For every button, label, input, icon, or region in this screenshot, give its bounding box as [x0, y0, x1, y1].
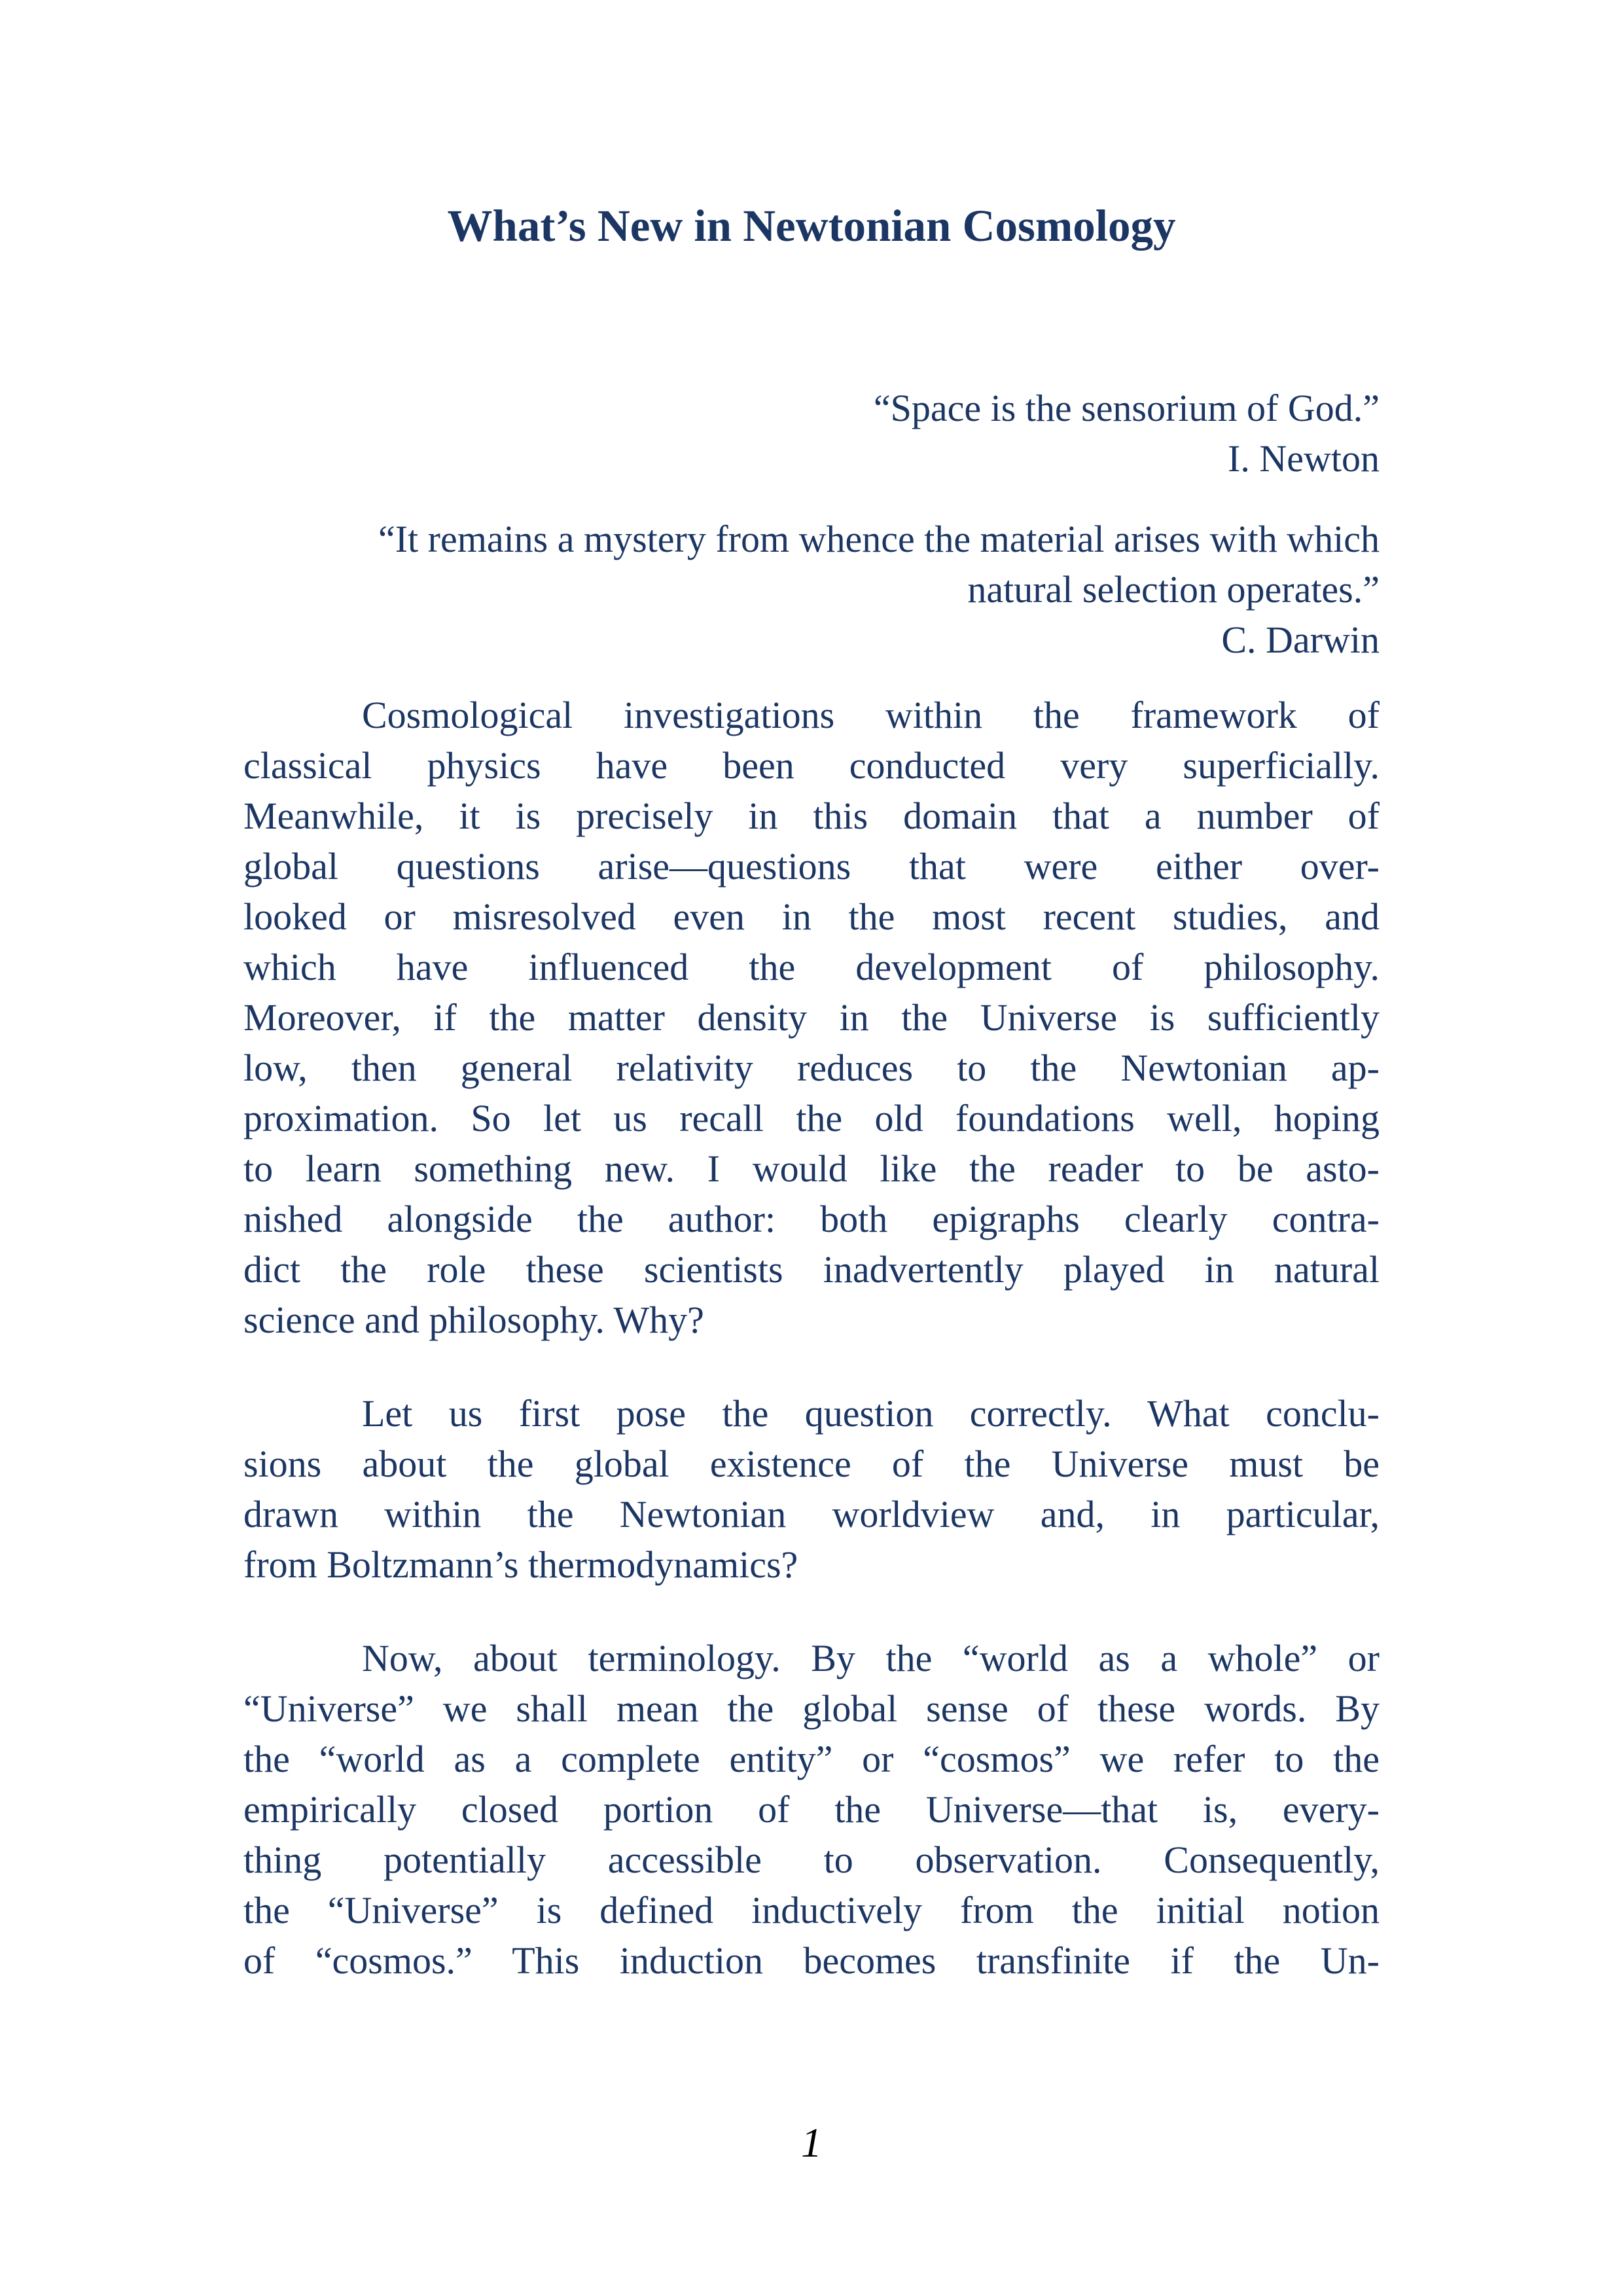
epigraph-line: C. Darwin: [1221, 619, 1380, 661]
text-line: sions about the global existence of the Universe must be: [243, 1443, 1380, 1485]
text-line: looked or misresolved even in the most recent studies, and: [243, 895, 1380, 938]
text-line: Cosmological investigations within the framework of: [362, 694, 1380, 736]
text-line: Let us first pose the question correctly. What conclu-: [362, 1392, 1380, 1435]
text-line: the “Universe” is defined inductively from the initial notion: [243, 1889, 1380, 1931]
text-line: which have influenced the development of philosophy.: [243, 946, 1380, 988]
text-line: dict the role these scientists inadvertently played in natural: [243, 1248, 1380, 1291]
text-line: classical physics have been conducted very superficially.: [243, 744, 1380, 787]
body-text: [243, 690, 1380, 1986]
text-line: thing potentially accessible to observation. Consequently,: [243, 1839, 1380, 1881]
text-line: from Boltzmann’s thermodynamics?: [243, 1543, 798, 1586]
paragraph: [243, 1388, 1380, 1590]
text-line: to learn something new. I would like the reader to be asto-: [243, 1147, 1380, 1190]
text-line: empirically closed portion of the Universe—that is, every-: [243, 1788, 1380, 1831]
text-line: Moreover, if the matter density in the Universe is sufficiently: [243, 996, 1380, 1039]
epigraph: [243, 514, 1380, 665]
epigraph-line: I. Newton: [1228, 437, 1380, 480]
text-line: Now, about terminology. By the “world as a whole” or: [362, 1637, 1380, 1679]
page-footer: [243, 2117, 1380, 2168]
paragraph: [243, 690, 1380, 1345]
text-line: science and philosophy. Why?: [243, 1299, 704, 1341]
epigraph-line: natural selection operates.”: [967, 568, 1380, 611]
text-line: “Universe” we shall mean the global sense of these words. By: [243, 1687, 1380, 1730]
text-line: drawn within the Newtonian worldview and, in particular,: [243, 1493, 1380, 1535]
epigraph-section: [243, 383, 1380, 665]
text-line: low, then general relativity reduces to the Newtonian ap-: [243, 1047, 1380, 1089]
text-line: global questions arise—questions that were either over-: [243, 845, 1380, 888]
epigraph-line: “It remains a mystery from whence the material arises with which: [378, 518, 1380, 560]
text-line: proximation. So let us recall the old foundations well, hoping: [243, 1097, 1380, 1139]
epigraph-line: “Space is the sensorium of God.”: [873, 387, 1380, 429]
epigraph: [243, 383, 1380, 484]
text-line: of “cosmos.” This induction becomes transfinite if the Un-: [243, 1939, 1380, 1982]
text-line: Meanwhile, it is precisely in this domain that a number of: [243, 795, 1380, 837]
page-title: What’s New in Newtonian Cosmology: [447, 201, 1176, 251]
text-line: nished alongside the author: both epigraphs clearly contra-: [243, 1198, 1380, 1240]
page-number: 1: [801, 2119, 822, 2166]
paragraph: [243, 1633, 1380, 1986]
text-line: the “world as a complete entity” or “cosmos” we refer to the: [243, 1738, 1380, 1780]
